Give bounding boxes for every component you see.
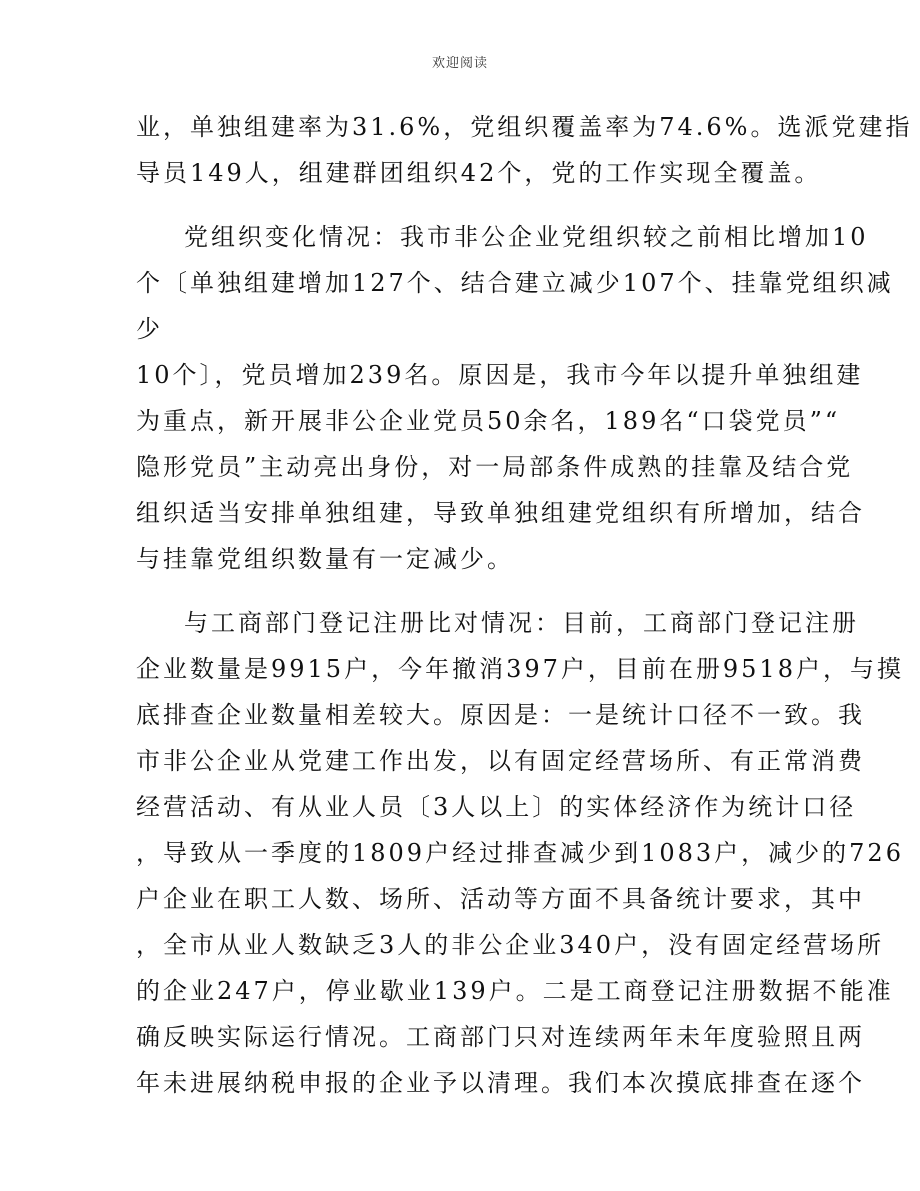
text-line: 市非公企业从党建工作出发，以有固定经营场所、有正常消费 [136,747,865,775]
paragraph-start-line: 与工商部门登记注册比对情况：目前，工商部门登记注册 [184,609,859,637]
text-line: ，导致从一季度的1809户经过排查减少到1083户，减少的726 [136,839,904,867]
text-line: 的企业247户，停业歇业139户。二是工商登记注册数据不能准 [136,977,894,1005]
text-line: 企业数量是9915户，今年撤消397户，目前在册9518户，与摸 [136,655,904,683]
text-line: 业，单独组建率为31.6%，党组织覆盖率为74.6%。选派党建指 [136,113,913,141]
document-body [136,104,913,1106]
text-line: 为重点，新开展非公企业党员50余名，189名“口袋党员”“ [136,407,841,435]
text-line: 组织适当安排单独组建，导致单独组建党组织有所增加，结合 [136,499,865,527]
text-line: 个〔单独组建增加127个、结合建立减少107个、挂靠党组织减 [136,269,894,297]
text-line: 经营活动、有从业人员〔3人以上〕的实体经济作为统计口径 [136,793,857,821]
text-line: ，全市从业人数缺乏3人的非公企业340户，没有固定经营场所 [136,931,885,959]
text-line: 与挂靠党组织数量有一定减少。 [136,545,514,573]
text-line: 少 [136,315,163,343]
text-line: 隐形党员”主动亮出身份，对一局部条件成熟的挂靠及结合党 [136,453,854,481]
paragraph-start-line: 党组织变化情况：我市非公企业党组织较之前相比增加10 [184,223,869,251]
text-line: 底排查企业数量相差较大。原因是：一是统计口径不一致。我 [136,701,865,729]
text-line: 确反映实际运行情况。工商部门只对连续两年未年度验照且两 [136,1023,865,1051]
text-line: 户企业在职工人数、场所、活动等方面不具备统计要求，其中 [136,885,865,913]
text-line: 导员149人，组建群团组织42个，党的工作实现全覆盖。 [136,159,822,187]
text-line: 年未进展纳税申报的企业予以清理。我们本次摸底排查在逐个 [136,1069,865,1097]
page-header: 欢迎阅读 [431,56,488,71]
text-line: 10个〕，党员增加239名。原因是，我市今年以提升单独组建 [136,361,864,389]
